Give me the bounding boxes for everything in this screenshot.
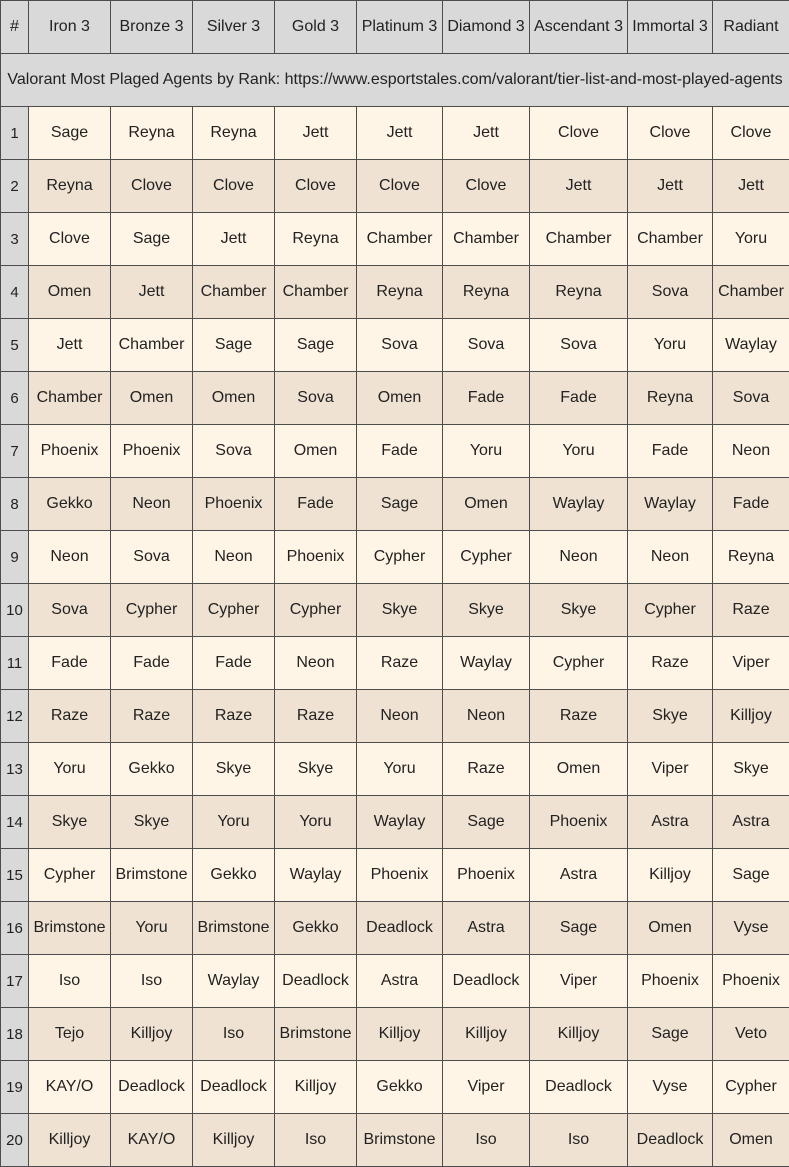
agent-cell: Omen <box>275 425 357 478</box>
agent-cell: Cypher <box>357 531 443 584</box>
agent-cell: Clove <box>29 213 111 266</box>
agent-cell: Jett <box>357 107 443 160</box>
agent-cell: Iso <box>111 955 193 1008</box>
agent-cell: Phoenix <box>628 955 713 1008</box>
agent-cell: Sova <box>530 319 628 372</box>
agent-cell: Sage <box>628 1008 713 1061</box>
row-rank-number: 20 <box>1 1114 29 1167</box>
agent-cell: Vyse <box>628 1061 713 1114</box>
agent-cell: Raze <box>713 584 789 637</box>
agent-cell: Yoru <box>628 319 713 372</box>
row-rank-number: 10 <box>1 584 29 637</box>
agent-cell: Reyna <box>357 266 443 319</box>
agent-cell: Phoenix <box>193 478 275 531</box>
agent-cell: Killjoy <box>443 1008 530 1061</box>
agent-cell: Fade <box>628 425 713 478</box>
agent-cell: Sage <box>530 902 628 955</box>
agent-cell: Iso <box>193 1008 275 1061</box>
agent-cell: Waylay <box>193 955 275 1008</box>
agent-cell: Jett <box>275 107 357 160</box>
agent-cell: Waylay <box>628 478 713 531</box>
agent-cell: Raze <box>193 690 275 743</box>
agent-cell: Sage <box>357 478 443 531</box>
agent-cell: Brimstone <box>29 902 111 955</box>
agent-cell: Killjoy <box>29 1114 111 1167</box>
agent-cell: Omen <box>713 1114 789 1167</box>
agent-cell: Jett <box>443 107 530 160</box>
agent-cell: Gekko <box>357 1061 443 1114</box>
table-row <box>1 849 789 902</box>
table-row <box>1 1061 789 1114</box>
agent-cell: Brimstone <box>357 1114 443 1167</box>
agent-cell: Sage <box>713 849 789 902</box>
header-rank-tier: Platinum 3 <box>357 1 443 54</box>
agent-cell: Cypher <box>193 584 275 637</box>
agent-cell: Waylay <box>530 478 628 531</box>
agent-cell: Sova <box>29 584 111 637</box>
header-rank-number: # <box>1 1 29 54</box>
row-rank-number: 17 <box>1 955 29 1008</box>
agent-cell: Fade <box>530 372 628 425</box>
agent-cell: Omen <box>111 372 193 425</box>
header-row <box>1 1 789 54</box>
row-rank-number: 5 <box>1 319 29 372</box>
agent-cell: Cypher <box>530 637 628 690</box>
agent-cell: Reyna <box>193 107 275 160</box>
table-row <box>1 1008 789 1061</box>
table-row <box>1 796 789 849</box>
agent-cell: Jett <box>29 319 111 372</box>
row-rank-number: 8 <box>1 478 29 531</box>
agent-cell: Clove <box>275 160 357 213</box>
agent-cell: Neon <box>357 690 443 743</box>
agent-cell: Waylay <box>357 796 443 849</box>
agent-cell: Gekko <box>111 743 193 796</box>
agent-cell: Reyna <box>628 372 713 425</box>
agent-cell: Deadlock <box>530 1061 628 1114</box>
agent-cell: Killjoy <box>111 1008 193 1061</box>
agent-cell: Neon <box>530 531 628 584</box>
table-row <box>1 584 789 637</box>
agent-cell: Chamber <box>275 266 357 319</box>
row-rank-number: 2 <box>1 160 29 213</box>
agent-cell: Yoru <box>111 902 193 955</box>
table-row <box>1 1114 789 1167</box>
agent-cell: Raze <box>530 690 628 743</box>
row-rank-number: 16 <box>1 902 29 955</box>
agent-cell: Phoenix <box>357 849 443 902</box>
agent-cell: Neon <box>193 531 275 584</box>
agent-cell: Chamber <box>713 266 789 319</box>
agent-cell: Killjoy <box>713 690 789 743</box>
agent-cell: Iso <box>443 1114 530 1167</box>
agent-cell: Veto <box>713 1008 789 1061</box>
header-rank-tier: Gold 3 <box>275 1 357 54</box>
agent-cell: Raze <box>111 690 193 743</box>
agent-cell: Viper <box>628 743 713 796</box>
agent-cell: Brimstone <box>275 1008 357 1061</box>
agent-cell: Gekko <box>275 902 357 955</box>
agent-cell: Jett <box>713 160 789 213</box>
agent-cell: Clove <box>357 160 443 213</box>
source-note: Valorant Most Plaged Agents by Rank: https://www.esportstales.com/valorant/tier-list-and-most-played-agents <box>1 54 789 107</box>
agent-cell: Phoenix <box>443 849 530 902</box>
row-rank-number: 14 <box>1 796 29 849</box>
agent-cell: Deadlock <box>275 955 357 1008</box>
agent-cell: Cypher <box>275 584 357 637</box>
agent-cell: Waylay <box>443 637 530 690</box>
agent-cell: Jett <box>111 266 193 319</box>
agent-cell: Viper <box>443 1061 530 1114</box>
agent-cell: Skye <box>713 743 789 796</box>
agent-cell: Cypher <box>443 531 530 584</box>
agent-cell: Chamber <box>29 372 111 425</box>
agent-cell: Clove <box>193 160 275 213</box>
agent-cell: Omen <box>628 902 713 955</box>
header-rank-tier: Silver 3 <box>193 1 275 54</box>
table-row <box>1 955 789 1008</box>
agent-cell: Sage <box>275 319 357 372</box>
agent-cell: KAY/O <box>111 1114 193 1167</box>
agent-cell: Chamber <box>443 213 530 266</box>
agent-cell: Reyna <box>111 107 193 160</box>
agent-cell: Waylay <box>713 319 789 372</box>
agent-cell: Neon <box>111 478 193 531</box>
agent-cell: Neon <box>275 637 357 690</box>
agent-cell: Chamber <box>530 213 628 266</box>
agent-cell: Skye <box>530 584 628 637</box>
agent-cell: Chamber <box>193 266 275 319</box>
agent-cell: Reyna <box>275 213 357 266</box>
agent-cell: Fade <box>443 372 530 425</box>
agent-cell: Clove <box>713 107 789 160</box>
agent-cell: Sova <box>111 531 193 584</box>
header-rank-tier: Bronze 3 <box>111 1 193 54</box>
agent-cell: Cypher <box>111 584 193 637</box>
agent-cell: Killjoy <box>193 1114 275 1167</box>
agent-cell: Vyse <box>713 902 789 955</box>
agent-cell: Jett <box>193 213 275 266</box>
agent-cell: Cypher <box>29 849 111 902</box>
agent-cell: Skye <box>275 743 357 796</box>
row-rank-number: 11 <box>1 637 29 690</box>
agent-cell: Iso <box>275 1114 357 1167</box>
agent-cell: Omen <box>193 372 275 425</box>
agent-cell: Neon <box>29 531 111 584</box>
agent-cell: Sova <box>628 266 713 319</box>
agent-cell: Astra <box>530 849 628 902</box>
table-row <box>1 213 789 266</box>
header-rank-tier: Immortal 3 <box>628 1 713 54</box>
row-rank-number: 3 <box>1 213 29 266</box>
header-rank-tier: Iron 3 <box>29 1 111 54</box>
agent-cell: Skye <box>357 584 443 637</box>
agent-cell: Reyna <box>530 266 628 319</box>
agent-cell: Clove <box>530 107 628 160</box>
agent-cell: Skye <box>443 584 530 637</box>
agent-cell: Chamber <box>357 213 443 266</box>
agent-cell: Iso <box>29 955 111 1008</box>
agent-cell: Omen <box>357 372 443 425</box>
agent-cell: Astra <box>628 796 713 849</box>
agent-cell: Yoru <box>357 743 443 796</box>
agent-cell: Sova <box>193 425 275 478</box>
table-row <box>1 107 789 160</box>
agent-cell: Reyna <box>443 266 530 319</box>
agent-cell: Phoenix <box>275 531 357 584</box>
agent-cell: Sage <box>193 319 275 372</box>
agent-cell: Fade <box>275 478 357 531</box>
agent-cell: Raze <box>29 690 111 743</box>
agent-cell: Skye <box>29 796 111 849</box>
agent-cell: Reyna <box>713 531 789 584</box>
agent-cell: Phoenix <box>530 796 628 849</box>
agent-cell: Killjoy <box>275 1061 357 1114</box>
agent-cell: Raze <box>275 690 357 743</box>
agent-cell: Fade <box>357 425 443 478</box>
agent-cell: Iso <box>530 1114 628 1167</box>
agent-cell: Gekko <box>29 478 111 531</box>
table-row <box>1 690 789 743</box>
row-rank-number: 7 <box>1 425 29 478</box>
agent-cell: Phoenix <box>111 425 193 478</box>
table-row <box>1 637 789 690</box>
agent-cell: Jett <box>628 160 713 213</box>
table-row <box>1 425 789 478</box>
agent-cell: Viper <box>530 955 628 1008</box>
agent-cell: Sova <box>713 372 789 425</box>
row-rank-number: 4 <box>1 266 29 319</box>
agent-cell: Sage <box>111 213 193 266</box>
agent-cell: Yoru <box>29 743 111 796</box>
row-rank-number: 6 <box>1 372 29 425</box>
agent-cell: Brimstone <box>111 849 193 902</box>
agent-cell: Deadlock <box>628 1114 713 1167</box>
agent-cell: Skye <box>628 690 713 743</box>
agent-cell: Cypher <box>628 584 713 637</box>
source-note-row <box>1 54 789 107</box>
agent-cell: Clove <box>111 160 193 213</box>
header-rank-tier: Radiant <box>713 1 789 54</box>
agent-cell: Deadlock <box>443 955 530 1008</box>
agent-cell: Gekko <box>193 849 275 902</box>
row-rank-number: 18 <box>1 1008 29 1061</box>
agent-cell: Deadlock <box>193 1061 275 1114</box>
agent-cell: Reyna <box>29 160 111 213</box>
agent-cell: Astra <box>357 955 443 1008</box>
row-rank-number: 13 <box>1 743 29 796</box>
agent-cell: Killjoy <box>357 1008 443 1061</box>
table-row <box>1 266 789 319</box>
agent-cell: Raze <box>628 637 713 690</box>
table-row <box>1 372 789 425</box>
agent-cell: Yoru <box>275 796 357 849</box>
agent-cell: Astra <box>713 796 789 849</box>
agent-cell: Skye <box>111 796 193 849</box>
agent-cell: Brimstone <box>193 902 275 955</box>
agent-cell: Cypher <box>713 1061 789 1114</box>
table-row <box>1 531 789 584</box>
row-rank-number: 15 <box>1 849 29 902</box>
agent-cell: Yoru <box>713 213 789 266</box>
agent-cell: Yoru <box>443 425 530 478</box>
agent-cell: Omen <box>29 266 111 319</box>
agent-cell: Fade <box>193 637 275 690</box>
agent-cell: Omen <box>443 478 530 531</box>
agent-cell: Phoenix <box>713 955 789 1008</box>
agent-cell: Phoenix <box>29 425 111 478</box>
row-rank-number: 9 <box>1 531 29 584</box>
header-rank-tier: Diamond 3 <box>443 1 530 54</box>
row-rank-number: 19 <box>1 1061 29 1114</box>
agent-cell: Deadlock <box>357 902 443 955</box>
agent-cell: Raze <box>443 743 530 796</box>
agent-cell: Fade <box>713 478 789 531</box>
agent-cell: Sage <box>29 107 111 160</box>
agent-cell: Sage <box>443 796 530 849</box>
table-row <box>1 160 789 213</box>
agent-cell: Waylay <box>275 849 357 902</box>
table-row <box>1 478 789 531</box>
header-rank-tier: Ascendant 3 <box>530 1 628 54</box>
agent-cell: Chamber <box>111 319 193 372</box>
agent-cell: Clove <box>443 160 530 213</box>
agent-cell: Neon <box>443 690 530 743</box>
agent-cell: Neon <box>713 425 789 478</box>
agent-cell: Omen <box>530 743 628 796</box>
agent-cell: KAY/O <box>29 1061 111 1114</box>
table-row <box>1 319 789 372</box>
agent-cell: Chamber <box>628 213 713 266</box>
agent-cell: Killjoy <box>530 1008 628 1061</box>
agent-cell: Deadlock <box>111 1061 193 1114</box>
agent-cell: Skye <box>193 743 275 796</box>
agent-cell: Fade <box>111 637 193 690</box>
agent-cell: Sova <box>357 319 443 372</box>
table-row <box>1 902 789 955</box>
agent-cell: Astra <box>443 902 530 955</box>
agent-cell: Yoru <box>193 796 275 849</box>
agent-cell: Viper <box>713 637 789 690</box>
agent-cell: Jett <box>530 160 628 213</box>
agent-cell: Neon <box>628 531 713 584</box>
agent-cell: Killjoy <box>628 849 713 902</box>
table-row <box>1 743 789 796</box>
agent-cell: Sova <box>443 319 530 372</box>
agent-cell: Yoru <box>530 425 628 478</box>
agent-cell: Clove <box>628 107 713 160</box>
row-rank-number: 1 <box>1 107 29 160</box>
row-rank-number: 12 <box>1 690 29 743</box>
agent-cell: Tejo <box>29 1008 111 1061</box>
agent-cell: Raze <box>357 637 443 690</box>
agent-cell: Fade <box>29 637 111 690</box>
agent-cell: Sova <box>275 372 357 425</box>
